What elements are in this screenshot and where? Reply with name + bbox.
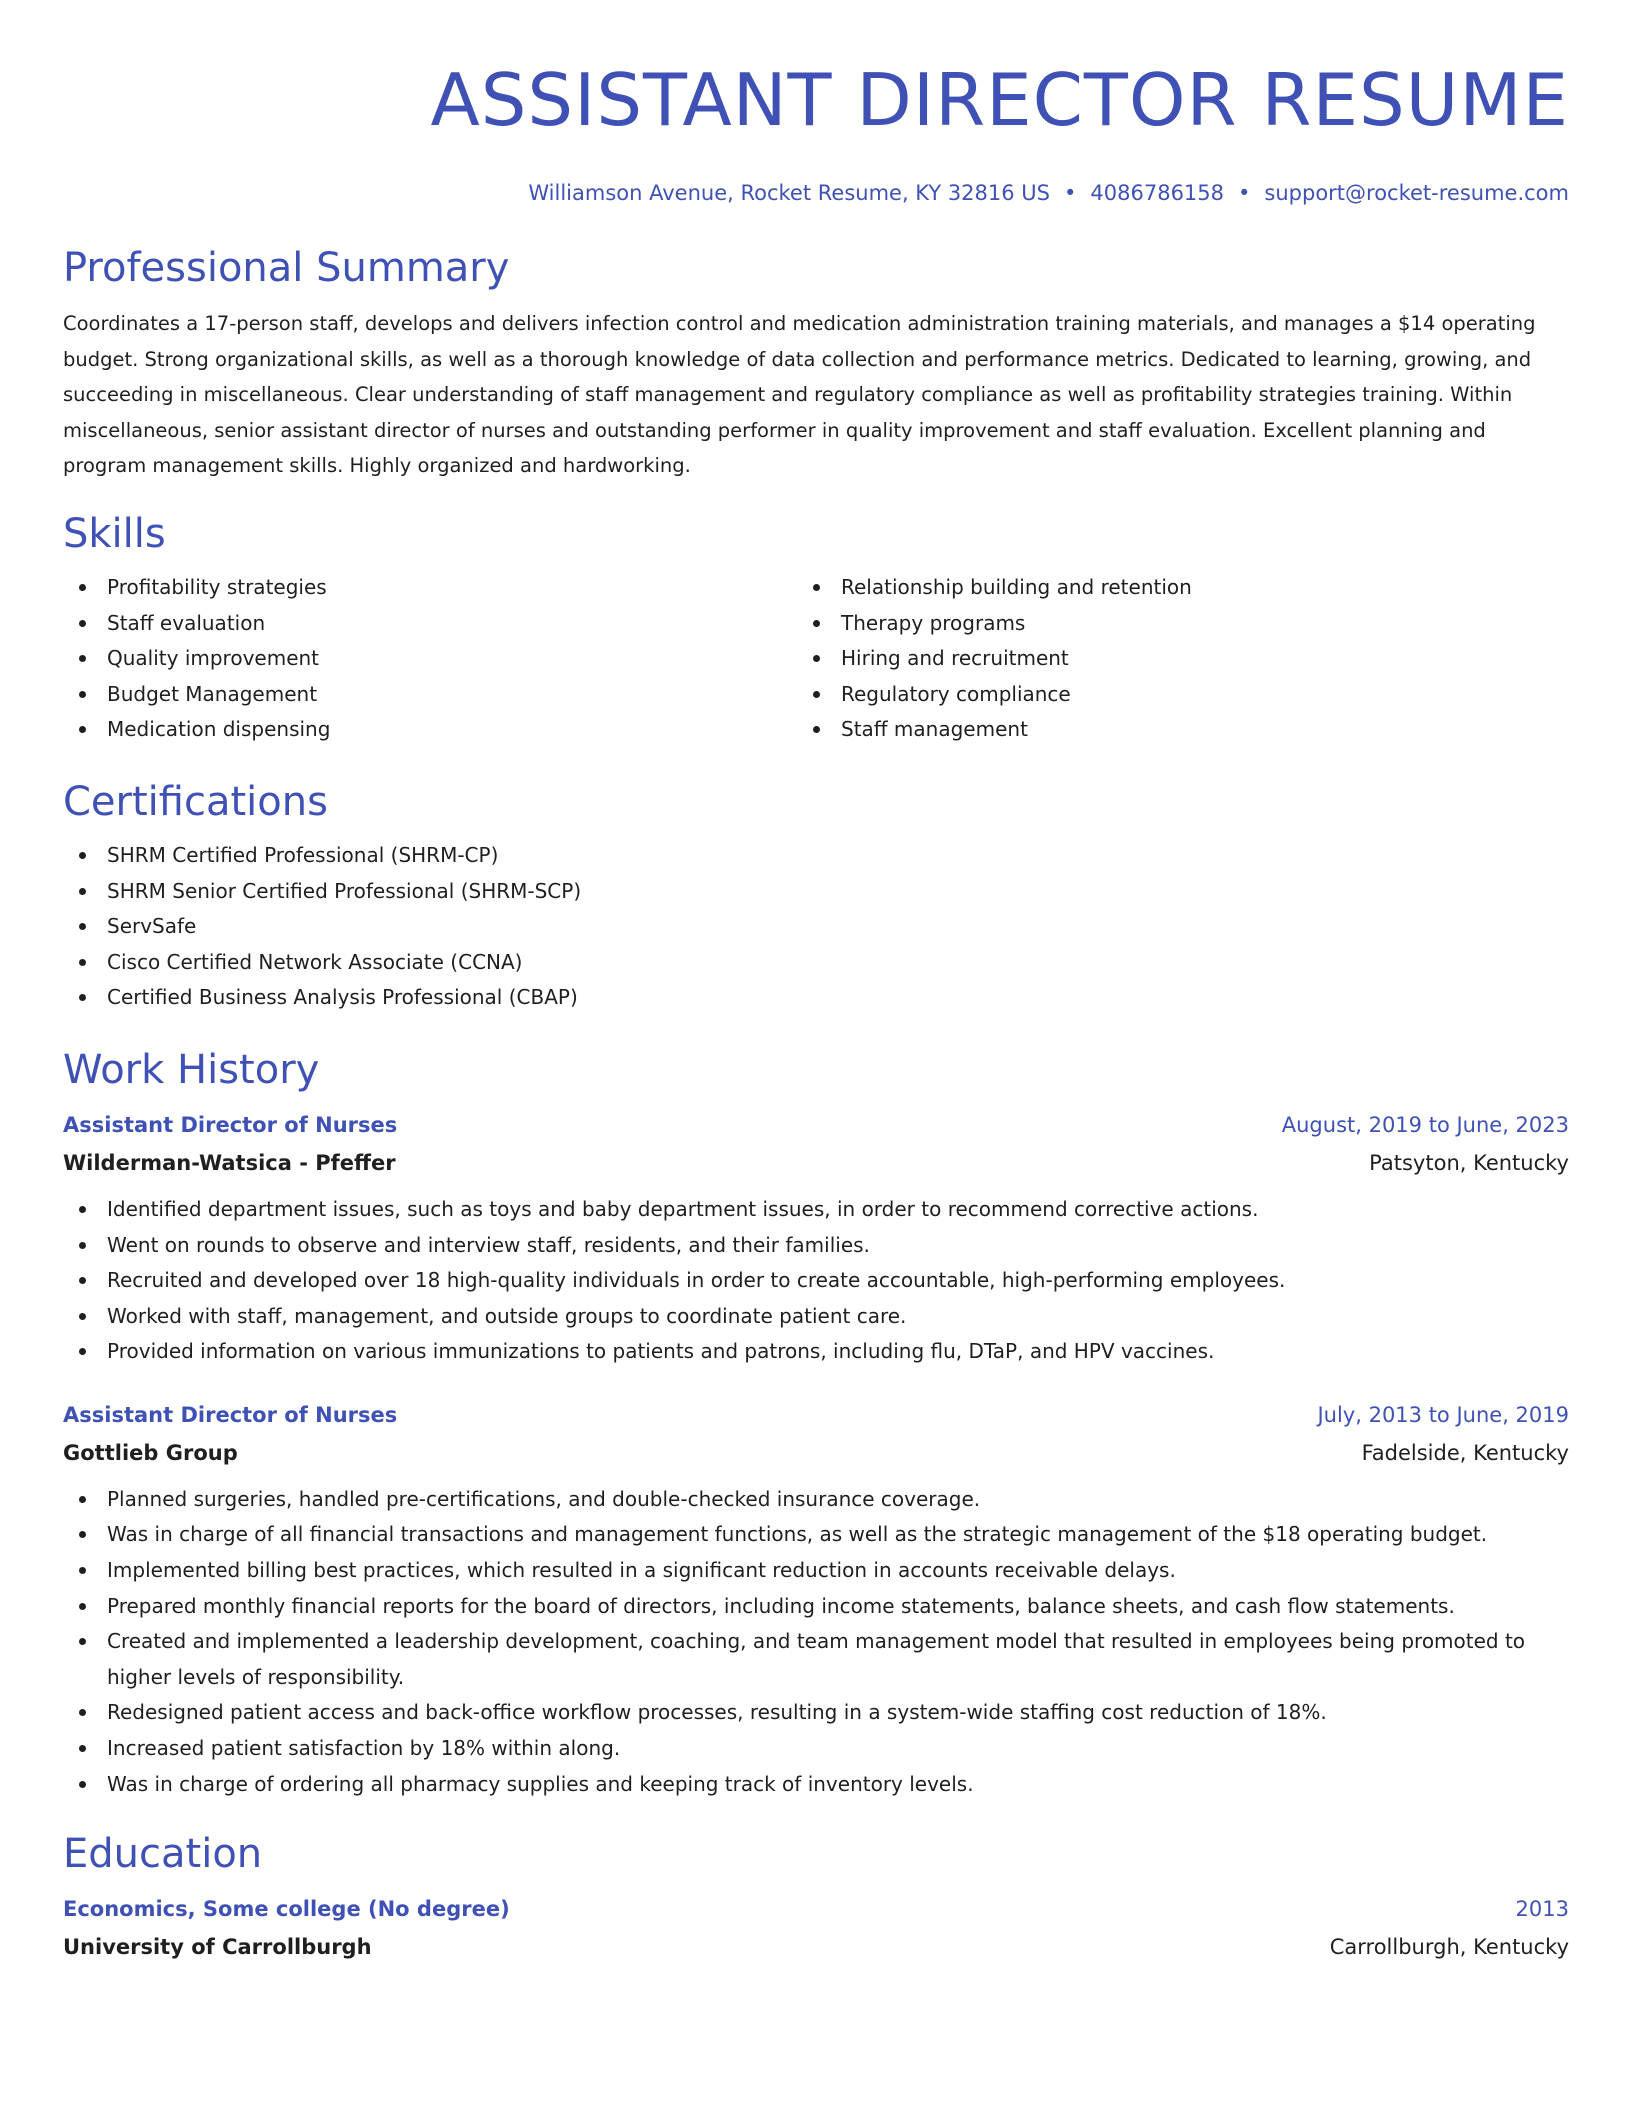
job-company: Wilderman-Watsica - Pfeffer [63,1150,396,1175]
skill-item: Staff evaluation [63,606,797,642]
skills-list-right [797,570,1531,748]
job-bullet: Was in charge of ordering all pharmacy supplies and keeping track of inventory levels. [63,1767,1569,1803]
job-bullet: Recruited and developed over 18 high-quality individuals in order to create accountable, high-performing employees. [63,1263,1569,1299]
contact-separator: • [1064,181,1077,205]
job-entry [63,1396,1569,1802]
skill-item: Budget Management [63,677,797,713]
job-dates: August, 2019 to June, 2023 [1281,1112,1569,1137]
job-bullet: Prepared monthly financial reports for the board of directors, including income statements, balance sheets, and cash flow statements. [63,1589,1569,1625]
education-heading: Education [63,1831,263,1878]
contact-separator: • [1238,181,1251,205]
education-school: University of Carrollburgh [63,1935,372,1960]
education-location: Carrollburgh, Kentucky [1329,1935,1569,1960]
job-bullet: Created and implemented a leadership development, coaching, and team management model that resulted in employees being promoted to higher levels of responsibility. [63,1624,1569,1695]
skill-item: Regulatory compliance [797,677,1531,713]
contact-address: Williamson Avenue, Rocket Resume, KY 32816 US [528,181,1051,205]
skill-item: Medication dispensing [63,712,797,748]
skill-item: Quality improvement [63,641,797,677]
education-entry [63,1890,1569,1966]
skills-list-left [63,570,797,748]
job-bullet: Planned surgeries, handled pre-certifications, and double-checked insurance coverage. [63,1482,1569,1518]
contact-phone: 4086786158 [1090,181,1225,205]
job-bullet: Redesigned patient access and back-office workflow processes, resulting in a system-wide staffing cost reduction of 18%. [63,1695,1569,1731]
job-bullets [63,1482,1569,1802]
job-entry [63,1106,1569,1370]
job-bullet: Identified department issues, such as toys and baby department issues, in order to recommend corrective actions. [63,1192,1569,1228]
skill-item: Therapy programs [797,606,1531,642]
job-bullets [63,1192,1569,1370]
certifications-list [63,838,1569,1016]
certification-item: Certified Business Analysis Professional (CBAP) [63,980,1569,1016]
job-bullet: Implemented billing best practices, which resulted in a significant reduction in accounts receivable delays. [63,1553,1569,1589]
certifications-heading: Certifications [63,778,328,825]
job-bullet: Went on rounds to observe and interview staff, residents, and their families. [63,1228,1569,1264]
skill-item: Relationship building and retention [797,570,1531,606]
skill-item: Profitability strategies [63,570,797,606]
resume-title: ASSISTANT DIRECTOR RESUME [430,58,1569,142]
job-location: Fadelside, Kentucky [1361,1440,1569,1465]
job-location: Patsyton, Kentucky [1369,1150,1569,1175]
education-header-row [63,1890,1569,1928]
education-school-row [63,1928,1569,1966]
education-degree: Economics, Some college (No degree) [63,1897,510,1922]
work-history-heading: Work History [63,1046,320,1093]
summary-text: Coordinates a 17-person staff, develops and delivers infection control and medication administration training materials, and manages a $14 operating budget. Strong organizational skills, as well as a thorough knowledge of data collection and performance metrics. Dedicated to learning, growing, and succeeding in miscellaneous. Clear understanding of staff management and regulatory compliance as well as profitability strategies training. Within miscellaneous, senior assistant director of nurses and outstanding performer in quality improvement and staff evaluation. Excellent planning and program management skills. Highly organized and hardworking. [63,312,1536,478]
job-bullet: Worked with staff, management, and outside groups to coordinate patient care. [63,1299,1569,1335]
job-company: Gottlieb Group [63,1440,238,1465]
education-year: 2013 [1515,1897,1569,1922]
job-company-row [63,1434,1569,1472]
job-bullet: Was in charge of all financial transactions and management functions, as well as the strategic management of the $18 operating budget. [63,1517,1569,1553]
job-company-row [63,1144,1569,1182]
certification-item: ServSafe [63,909,1569,945]
skill-item: Staff management [797,712,1531,748]
job-dates: July, 2013 to June, 2019 [1317,1402,1569,1427]
contact-line [63,178,1569,208]
job-role: Assistant Director of Nurses [63,1402,398,1427]
certification-item: SHRM Senior Certified Professional (SHRM-SCP) [63,874,1569,910]
job-bullet: Increased patient satisfaction by 18% within along. [63,1731,1569,1767]
job-header-row [63,1106,1569,1144]
job-role: Assistant Director of Nurses [63,1112,398,1137]
job-header-row [63,1396,1569,1434]
skill-item: Hiring and recruitment [797,641,1531,677]
skills-grid [63,570,1569,748]
summary-heading: Professional Summary [63,245,510,291]
certification-item: SHRM Certified Professional (SHRM-CP) [63,838,1569,874]
certification-item: Cisco Certified Network Associate (CCNA) [63,945,1569,981]
contact-email: support@rocket-resume.com [1264,181,1569,205]
job-bullet: Provided information on various immunizations to patients and patrons, including flu, DTaP, and HPV vaccines. [63,1334,1569,1370]
skills-heading: Skills [63,510,166,557]
